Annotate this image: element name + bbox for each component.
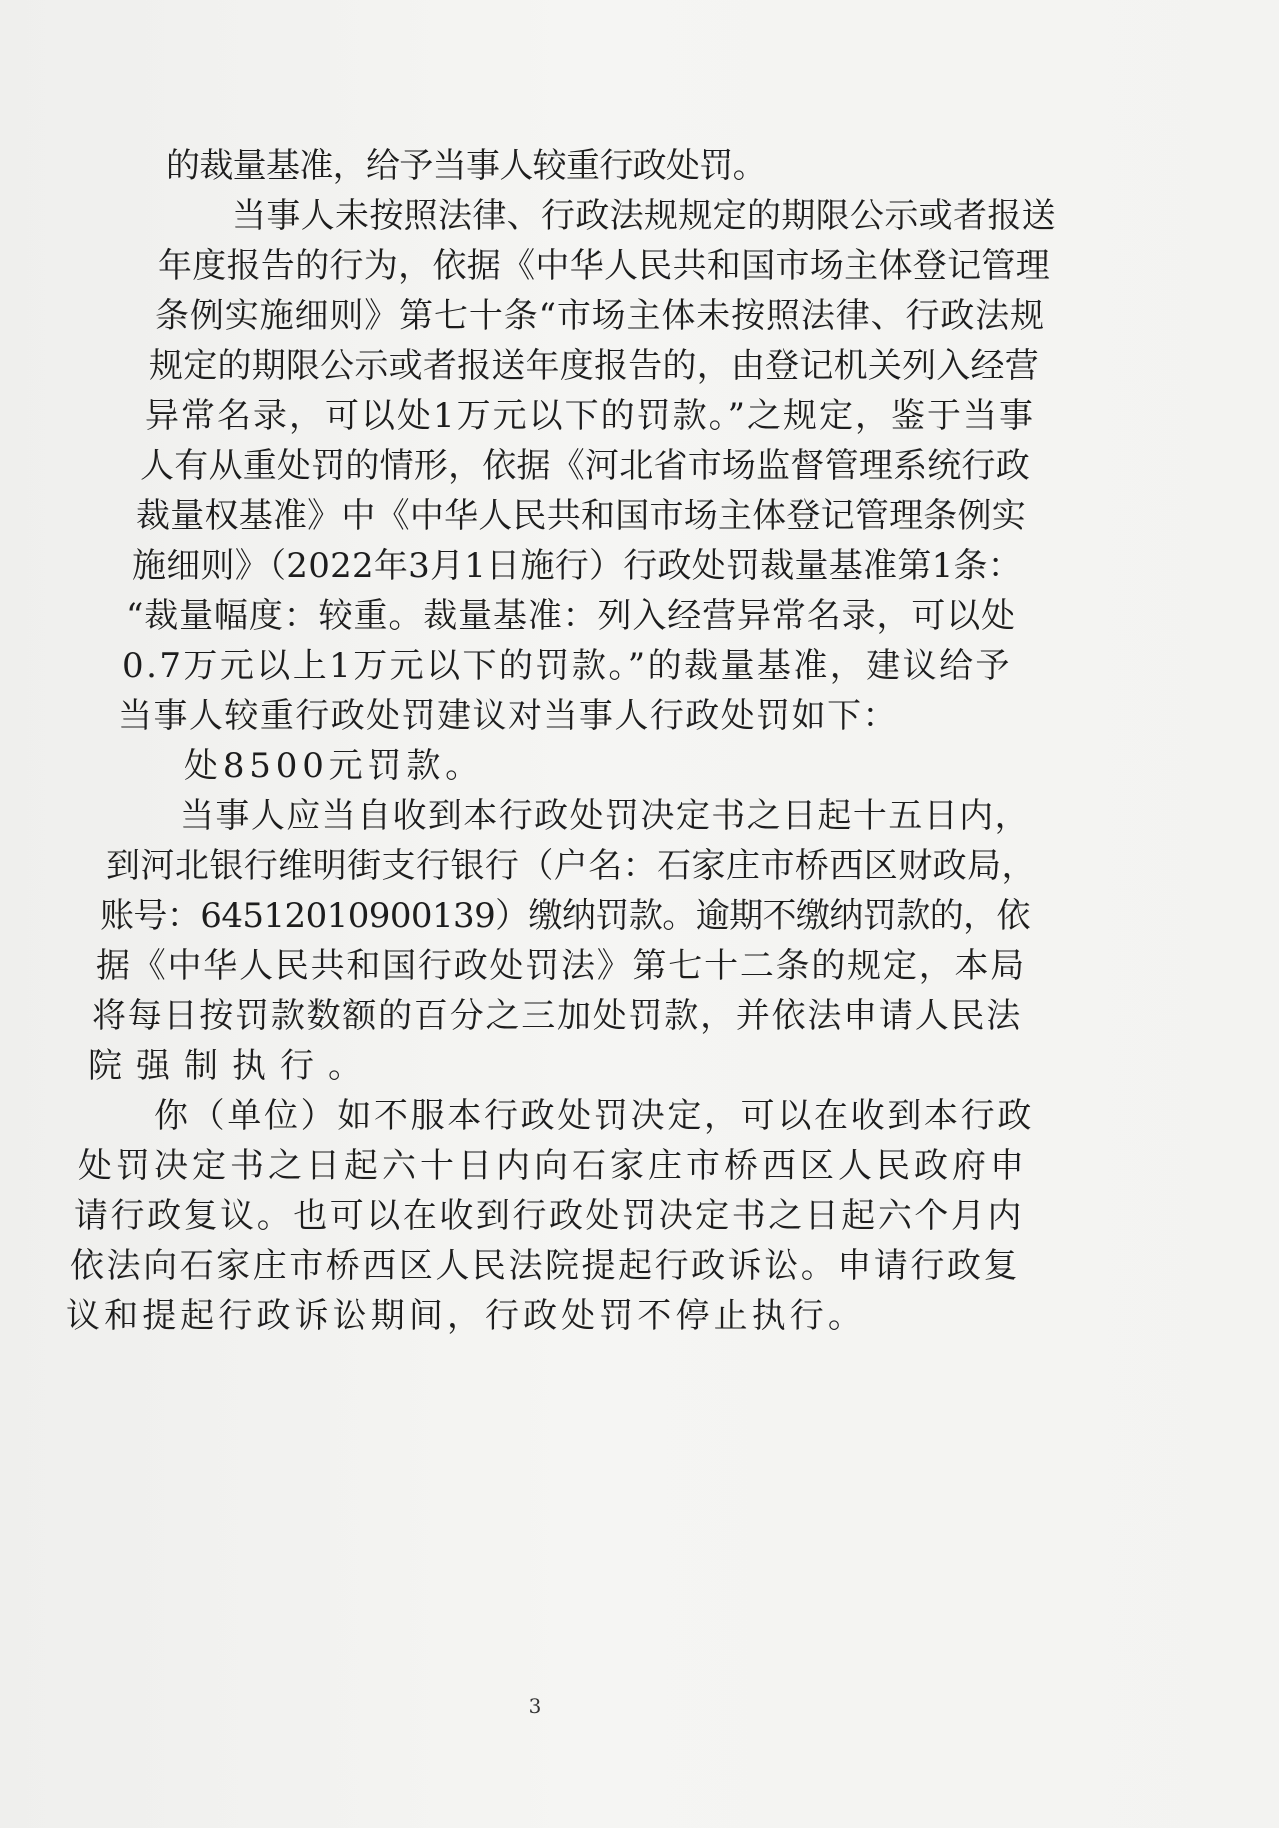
body-line: 到河北银行维明街支行银行（户名：石家庄市桥西区财政局， [106,846,1036,886]
body-line: 据《中华人民共和国行政处罚法》第七十二条的规定，本局 [96,946,1026,986]
body-line: 议和提起行政诉讼期间，行政处罚不停止执行。 [66,1296,866,1336]
body-line: 依法向石家庄市桥西区人民法院提起行政诉讼。申请行政复 [70,1246,1020,1286]
body-line: 请行政复议。也可以在收到行政处罚决定书之日起六个月内 [74,1196,1024,1236]
body-line: 院强制执行。 [88,1046,376,1086]
body-line: 当事人应当自收到本行政处罚决定书之日起十五日内， [180,796,1030,836]
body-line: “裁量幅度：较重。裁量基准：列入经营异常名录，可以处 [126,596,1016,636]
body-line: 年度报告的行为，依据《中华人民共和国市场主体登记管理 [158,246,1050,286]
body-line: 人有从重处罚的情形，依据《河北省市场监督管理系统行政 [140,446,1030,486]
body-line: 的裁量基准，给予当事人较重行政处罚。 [166,146,766,186]
body-line: 你（单位）如不服本行政处罚决定，可以在收到本行政 [154,1096,1034,1136]
body-line: 规定的期限公示或者报送年度报告的，由登记机关列入经营 [149,346,1039,386]
penalty-line: 处8500元罚款。 [184,746,484,786]
body-line: 当事人未按照法律、行政法规规定的期限公示或者报送 [232,196,1056,236]
body-line: 当事人较重行政处罚建议对当事人行政处罚如下： [118,696,898,736]
page-number: 3 [528,1694,542,1718]
body-line: 施细则》（2022年3月1日施行）行政处罚裁量基准第1条： [132,546,1022,586]
body-line: 处罚决定书之日起六十日内向石家庄市桥西区人民政府申 [78,1146,1028,1186]
body-line: 条例实施细则》第七十条“市场主体未按照法律、行政法规 [155,296,1045,336]
body-line: 异常名录，可以处1万元以下的罚款。”之规定，鉴于当事 [145,396,1035,436]
body-line: 裁量权基准》中《中华人民共和国市场主体登记管理条例实 [136,496,1026,536]
body-line: 账号：64512010900139）缴纳罚款。逾期不缴纳罚款的，依 [100,896,1030,936]
body-line: 0.7万元以上1万元以下的罚款。”的裁量基准，建议给予 [122,646,1012,686]
body-line: 将每日按罚款数额的百分之三加处罚款，并依法申请人民法 [92,996,1022,1036]
